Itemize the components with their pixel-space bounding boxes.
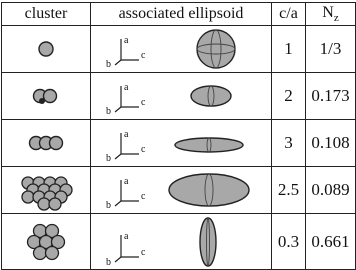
- nz-value: 0.108: [306, 120, 356, 167]
- axis-label-a: a: [124, 230, 129, 242]
- ellipsoid-cell: [91, 167, 272, 214]
- oblate-ellipsoid: [200, 218, 216, 266]
- axis-label-a: a: [124, 176, 129, 187]
- axis-label-c: c: [141, 144, 146, 155]
- cluster-hexagonal-spheres: [2, 215, 90, 269]
- table-row: [2, 120, 356, 167]
- ellipsoid-prolate-3-graphic: [91, 121, 271, 165]
- axis-label-b: b: [106, 153, 111, 164]
- axis-label-b: b: [106, 200, 111, 211]
- cluster-cell: [2, 26, 91, 73]
- nz-value: 0.661: [306, 214, 356, 270]
- axis-triad: [106, 129, 146, 164]
- table-row: [2, 73, 356, 120]
- cluster-cell: [2, 73, 91, 120]
- nz-base: N: [322, 3, 334, 21]
- ellipsoid-cell: [91, 73, 272, 120]
- ratio-value: 2.5: [272, 167, 306, 214]
- axis-label-b: b: [106, 256, 111, 268]
- axis-triad: [106, 82, 146, 117]
- ellipsoid-oblate-graphic: [91, 215, 271, 269]
- header-ratio: c/a: [272, 3, 306, 26]
- table-row: [2, 214, 356, 270]
- nz-sub: z: [333, 12, 339, 25]
- axis-label-b: b: [106, 59, 111, 70]
- nz-value: 0.089: [306, 167, 356, 214]
- axis-label-c: c: [141, 191, 146, 202]
- axis-triad: [106, 176, 146, 211]
- axis-label-b: b: [106, 106, 111, 117]
- axis-triad: [106, 35, 146, 70]
- cluster-cell: [2, 167, 91, 214]
- axis-label-c: c: [141, 50, 146, 61]
- header-ellipsoid: associated ellipsoid: [91, 3, 272, 26]
- header-nz: [306, 3, 356, 26]
- header-cluster: cluster: [2, 3, 91, 26]
- header-row: [2, 3, 356, 26]
- wide-prolate-ellipsoid: [169, 174, 249, 206]
- prolate-ellipsoid: [191, 86, 231, 106]
- sphere-ellipsoid: [197, 30, 235, 68]
- ellipsoid-sphere-graphic: [91, 27, 271, 71]
- ellipsoid-cell: [91, 120, 272, 167]
- axis-label-a: a: [124, 35, 129, 46]
- cluster-two-spheres: [2, 74, 90, 118]
- axis-label-a: a: [124, 129, 129, 140]
- cluster-ellipsoid-table: [1, 2, 356, 270]
- ellipsoid-cell: [91, 26, 272, 73]
- cluster-three-spheres: [2, 121, 90, 165]
- cluster-many-spheres: [2, 168, 90, 212]
- cluster-cell: [2, 214, 91, 270]
- ratio-value: 0.3: [272, 214, 306, 270]
- nz-value: 1/3: [306, 26, 356, 73]
- cluster-single-sphere: [2, 27, 90, 71]
- ellipsoid-cell: [91, 214, 272, 270]
- ratio-value: 1: [272, 26, 306, 73]
- table-row: [2, 26, 356, 73]
- ratio-value: 3: [272, 120, 306, 167]
- cluster-cell: [2, 120, 91, 167]
- axis-label-c: c: [141, 97, 146, 108]
- ratio-value: 2: [272, 73, 306, 120]
- table-row: [2, 167, 356, 214]
- ellipsoid-prolate-2-graphic: [91, 74, 271, 118]
- axis-label-c: c: [141, 246, 146, 258]
- long-prolate-ellipsoid: [175, 138, 243, 152]
- ellipsoid-prolate-25-graphic: [91, 168, 271, 212]
- axis-label-a: a: [124, 82, 129, 93]
- nz-value: 0.173: [306, 73, 356, 120]
